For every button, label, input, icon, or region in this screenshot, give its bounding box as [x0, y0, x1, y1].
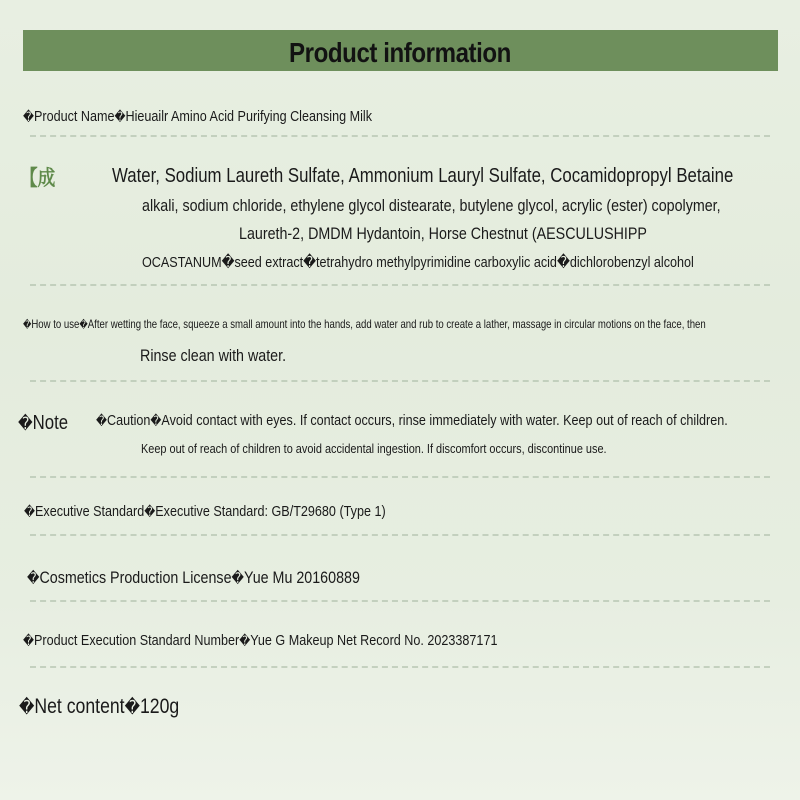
net-content-label: Net content — [34, 695, 125, 718]
page-title: Product information — [289, 37, 511, 68]
ingredients-line: Water, Sodium Laureth Sulfate, Ammonium Lauryl Sulfate, Cocamidopropyl Betaine — [112, 165, 734, 187]
separator-mark: � — [231, 571, 244, 587]
license-row — [27, 568, 360, 588]
product-name-row — [23, 108, 372, 125]
divider — [30, 284, 770, 286]
bullet-mark: � — [23, 633, 34, 648]
license-label: Cosmetics Production License — [39, 568, 232, 587]
executive-standard-row — [24, 503, 386, 520]
ingredients-line: OCASTANUM�seed extract�tetrahydro methylpyrimidine carboxylic acid�dichlorobenzyl alcohol — [142, 254, 694, 271]
ingredients-line: Laureth-2, DMDM Hydantoin, Horse Chestnut (AESCULUSHIPP — [239, 224, 647, 243]
how-to-use-row — [23, 317, 706, 331]
bullet-mark: � — [18, 414, 33, 433]
bullet-mark: � — [27, 571, 40, 587]
bullet-mark: � — [24, 504, 35, 519]
separator-mark: � — [79, 320, 88, 331]
divider — [30, 666, 770, 668]
license-value: Yue Mu 20160889 — [243, 568, 360, 587]
bullet-mark: � — [96, 413, 107, 428]
separator-mark: � — [114, 109, 126, 124]
ingredients-line: alkali, sodium chloride, ethylene glycol distearate, butylene glycol, acrylic (ester) copolymer, — [142, 196, 721, 215]
divider — [30, 380, 770, 382]
caution-label: Caution — [106, 412, 151, 429]
how-to-use-text: After wetting the face, squeeze a small amount into the hands, add water and rub to create a lather, massage in circular motions on the face, then — [87, 317, 706, 331]
divider — [30, 135, 770, 137]
caution-text: Avoid contact with eyes. If contact occurs, rinse immediately with water. Keep out of reach of children. — [161, 412, 728, 429]
separator-mark: � — [150, 413, 162, 428]
ingredients-label: 【成 — [20, 167, 56, 190]
record-label: Product Execution Standard Number — [33, 632, 240, 649]
separator-mark: � — [144, 504, 156, 519]
divider — [30, 534, 770, 536]
divider — [30, 476, 770, 478]
how-to-use-label: How to use — [31, 317, 80, 331]
caution-row — [96, 412, 728, 429]
divider — [30, 600, 770, 602]
record-row — [23, 632, 497, 649]
net-content-row — [19, 695, 179, 719]
executive-standard-label: Executive Standard — [34, 503, 145, 520]
bullet-mark: � — [19, 697, 35, 717]
caution-text-continued: Keep out of reach of children to avoid accidental ingestion. If discomfort occurs, discontinue use. — [141, 441, 607, 456]
executive-standard-value: Executive Standard: GB/T29680 (Type 1) — [155, 503, 386, 520]
bullet-mark: � — [23, 320, 32, 331]
how-to-use-text-continued: Rinse clean with water. — [140, 346, 287, 365]
product-name-label: Product Name — [33, 108, 115, 125]
record-value: Yue G Makeup Net Record No. 2023387171 — [250, 632, 498, 649]
net-content-value: 120g — [139, 695, 180, 718]
separator-mark: � — [124, 697, 140, 717]
note-label-row — [18, 412, 68, 435]
note-label: Note — [32, 412, 69, 434]
separator-mark: � — [239, 633, 251, 648]
product-name-value: Hieuailr Amino Acid Purifying Cleansing Milk — [125, 108, 373, 125]
bullet-mark: � — [23, 109, 34, 124]
